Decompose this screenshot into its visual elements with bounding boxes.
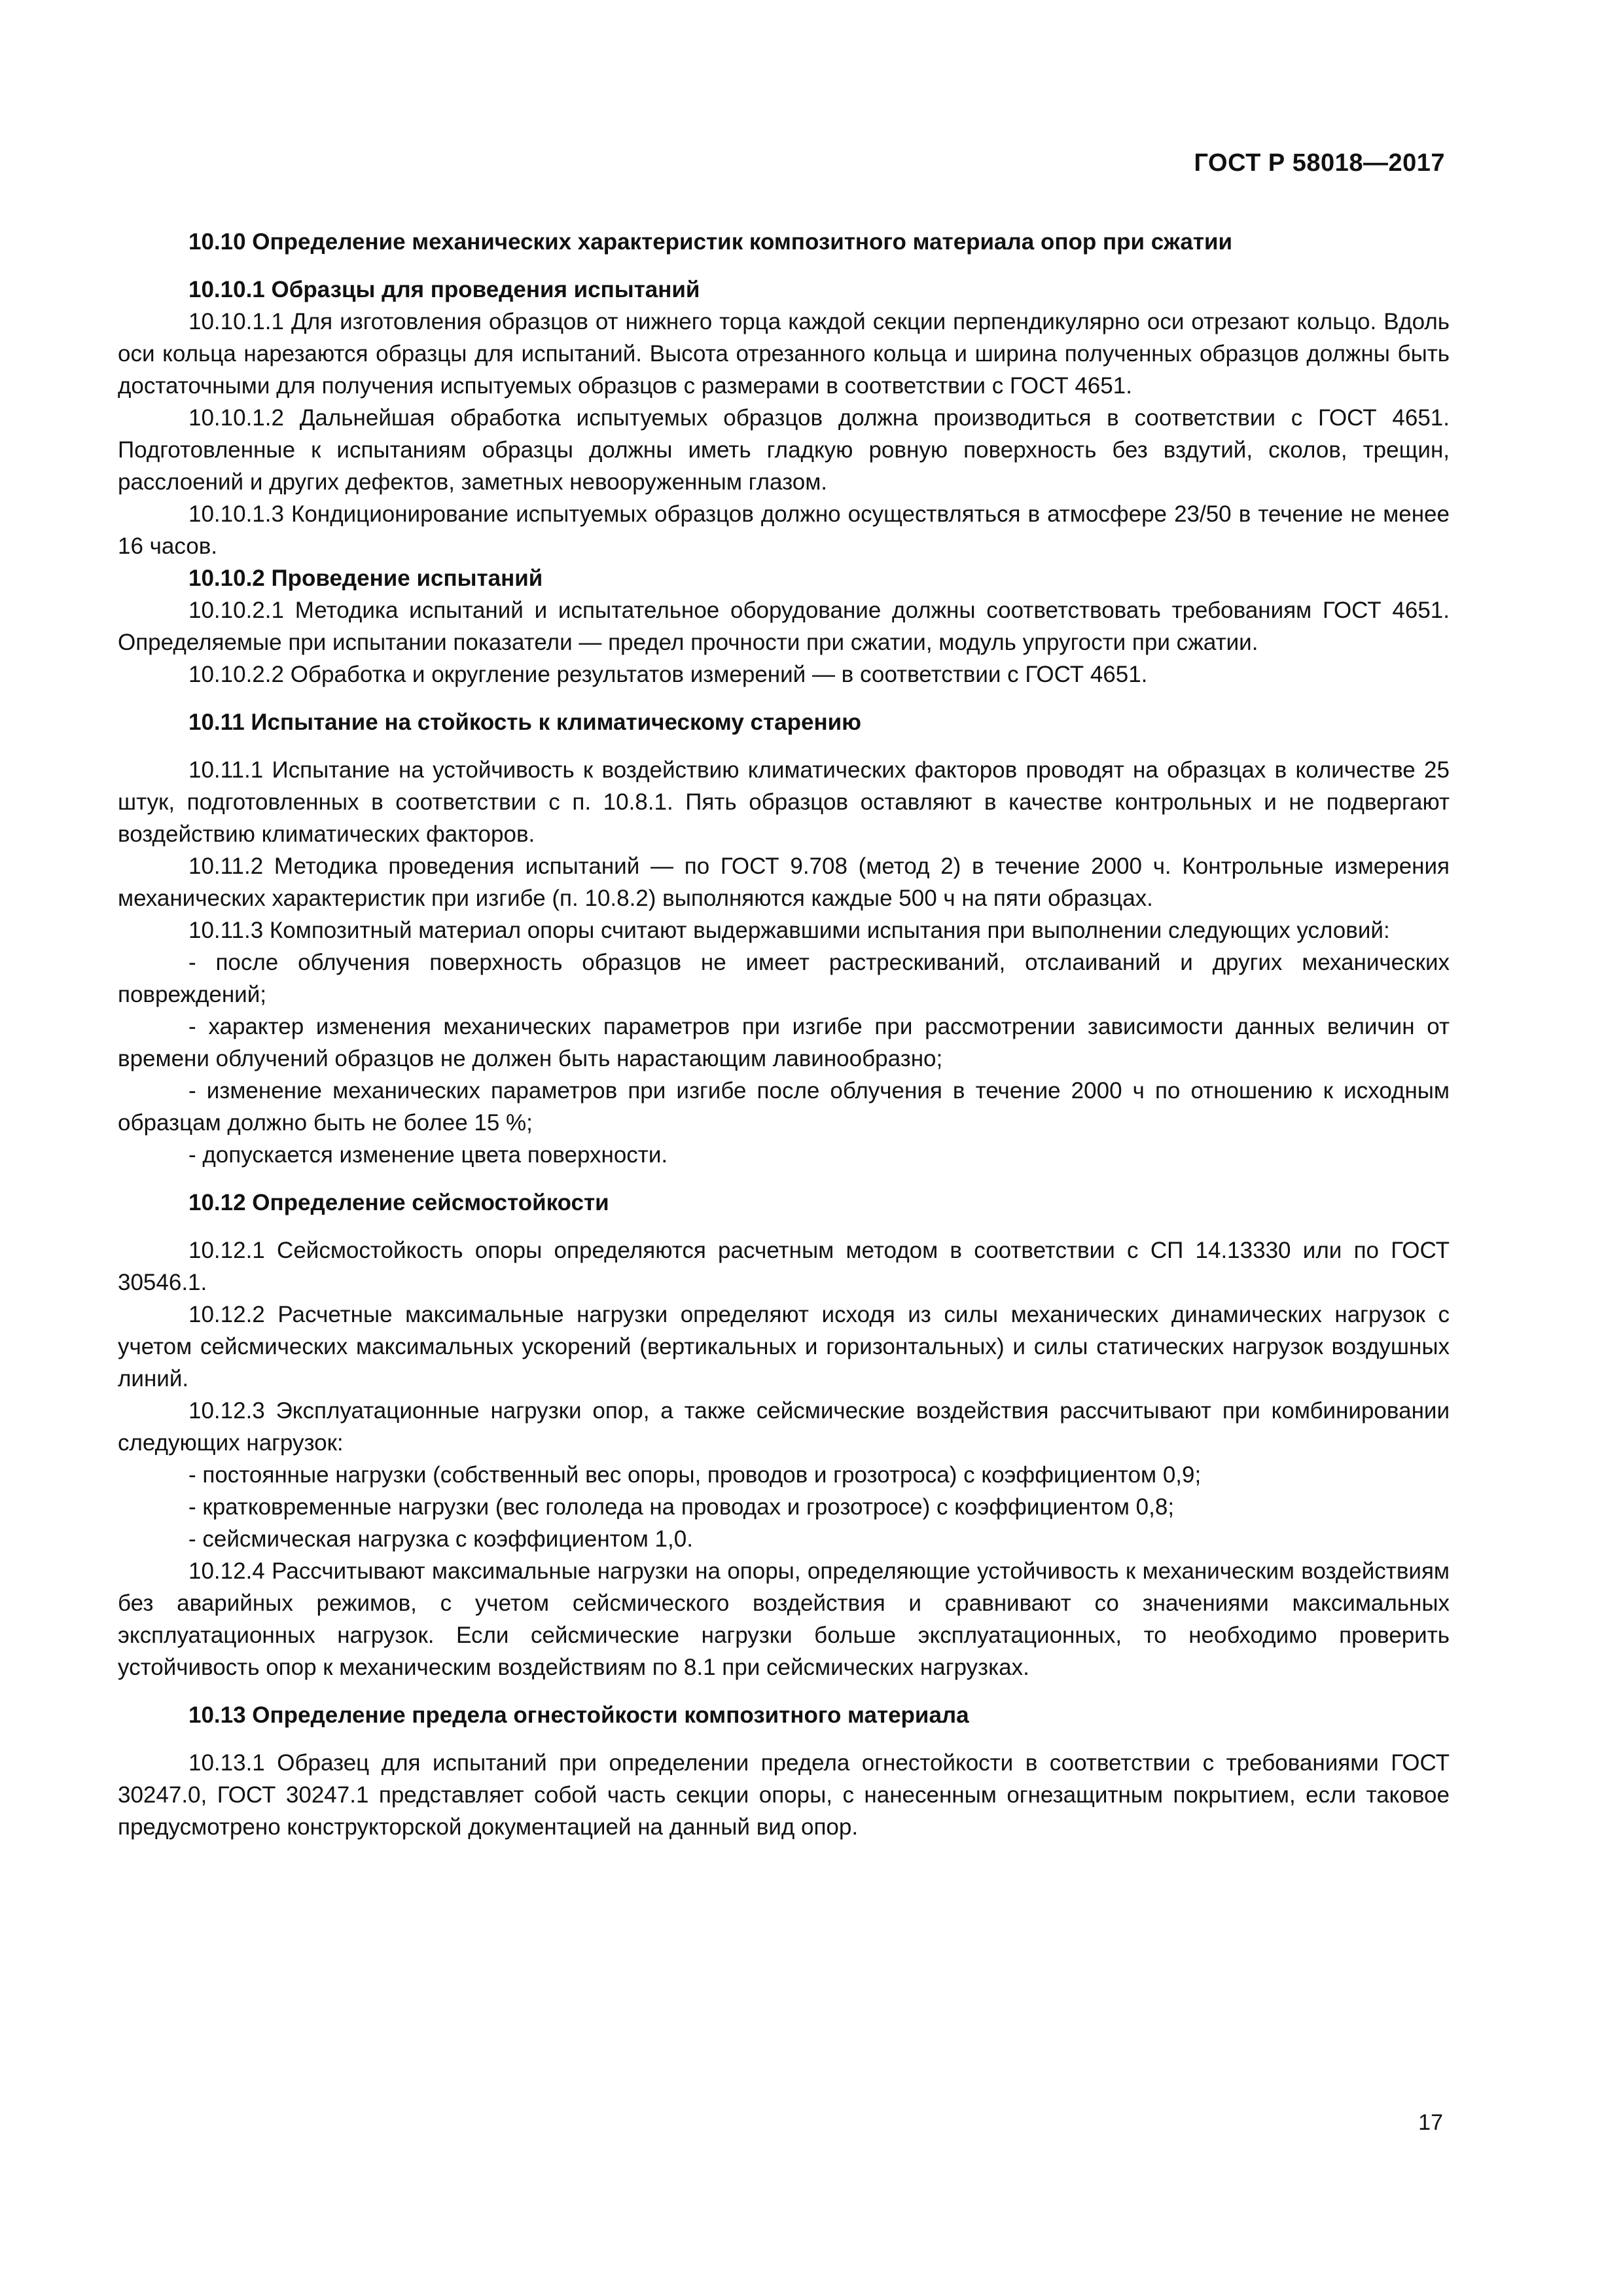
section-heading: 10.10.2 Проведение испытаний xyxy=(188,565,543,591)
section-heading: 10.11 Испытание на стойкость к климатическому старению xyxy=(188,709,862,735)
list-item: - постоянные нагрузки (собственный вес опоры, проводов и грозотроса) с коэффициентом 0,9; xyxy=(188,1462,1202,1488)
list-item: - после облучения поверхность образцов не имеет растрескиваний, отслаиваний и других механических повреждений; xyxy=(118,950,1450,1007)
list-item: - допускается изменение цвета поверхности. xyxy=(188,1142,668,1168)
paragraph: 10.10.2.1 Методика испытаний и испытательное оборудование должны соответствовать требованиям ГОСТ 4651. Определяемые при испытании показатели — предел прочности при сжатии, модуль упругости при сжатии. xyxy=(118,598,1450,655)
paragraph: 10.13.1 Образец для испытаний при определении предела огнестойкости в соответствии с требованиями ГОСТ 30247.0, ГОСТ 30247.1 представляет собой часть секции опоры, с нанесенным огнезащитным покрытием, если таковое предусмотрено конструкторской документацией на данный вид опор. xyxy=(118,1750,1450,1840)
paragraph: 10.10.1.2 Дальнейшая обработка испытуемых образцов должна производиться в соответствии с ГОСТ 4651. Подготовленные к испытаниям образцы должны иметь гладкую ровную поверхность без вздутий, сколов, трещин, расслоений и других дефектов, заметных невооруженным глазом. xyxy=(118,405,1450,495)
section-heading: 10.10 Определение механических характеристик композитного материала опор при сжатии xyxy=(188,229,1233,255)
paragraph: 10.12.3 Эксплуатационные нагрузки опор, а также сейсмические воздействия рассчитывают при комбинировании следующих нагрузок: xyxy=(118,1398,1450,1456)
paragraph: 10.12.1 Сейсмостойкость опоры определяются расчетным методом в соответствии с СП 14.13330 или по ГОСТ 30546.1. xyxy=(118,1238,1450,1295)
paragraph: 10.10.1.1 Для изготовления образцов от нижнего торца каждой секции перпендикулярно оси отрезают кольцо. Вдоль оси кольца нарезаются образцы для испытаний. Высота отрезанного кольца и ширина полученных образцов должны быть достаточными для получения испытуемых образцов с размерами в соответствии с ГОСТ 4651. xyxy=(118,309,1450,399)
section-heading: 10.12 Определение сейсмостойкости xyxy=(188,1190,609,1215)
paragraph: 10.11.2 Методика проведения испытаний — по ГОСТ 9.708 (метод 2) в течение 2000 ч. Контрольные измерения механических характеристик при изгибе (п. 10.8.2) выполняются каждые 500 ч на пяти образцах. xyxy=(118,853,1450,911)
paragraph: 10.11.1 Испытание на устойчивость к воздействию климатических факторов проводят на образцах в количестве 25 штук, подготовленных в соответствии с п. 10.8.1. Пять образцов оставляют в качестве контрольных и не подвергают воздействию климатических факторов. xyxy=(118,757,1450,847)
list-item: - кратковременные нагрузки (вес гололеда на проводах и грозотросе) с коэффициентом 0,8; xyxy=(188,1494,1175,1520)
section-heading: 10.13 Определение предела огнестойкости композитного материала xyxy=(188,1702,969,1728)
paragraph: 10.11.3 Композитный материал опоры считают выдержавшими испытания при выполнении следующих условий: xyxy=(188,918,1390,943)
paragraph: 10.12.2 Расчетные максимальные нагрузки определяют исходя из силы механических динамических нагрузок с учетом сейсмических максимальных ускорений (вертикальных и горизонтальных) и силы статических нагрузок воздушных линий. xyxy=(118,1302,1450,1391)
document-code-header: ГОСТ Р 58018—2017 xyxy=(1194,149,1445,177)
section-heading: 10.10.1 Образцы для проведения испытаний xyxy=(188,277,700,302)
list-item: - сейсмическая нагрузка с коэффициентом 1,0. xyxy=(188,1526,693,1552)
paragraph: 10.12.4 Рассчитывают максимальные нагрузки на опоры, определяющие устойчивость к механическим воздействиям без аварийных режимов, с учетом сейсмического воздействия и сравнивают со значениями максимальных эксплуатационных нагрузок. Если сейсмические нагрузки больше эксплуатационных, то необходимо проверить устойчивость опор к механическим воздействиям по 8.1 при сейсмических нагрузках. xyxy=(118,1558,1450,1680)
page-number: 17 xyxy=(1418,2110,1443,2135)
list-item: - изменение механических параметров при изгибе после облучения в течение 2000 ч по отношению к исходным образцам должно быть не более 15 %; xyxy=(118,1078,1450,1136)
paragraph: 10.10.1.3 Кондиционирование испытуемых образцов должно осуществляться в атмосфере 23/50 в течение не менее 16 часов. xyxy=(118,501,1450,559)
list-item: - характер изменения механических параметров при изгибе при рассмотрении зависимости данных величин от времени облучений образцов не должен быть нарастающим лавинообразно; xyxy=(118,1014,1450,1071)
paragraph: 10.10.2.2 Обработка и округление результатов измерений — в соответствии с ГОСТ 4651. xyxy=(188,662,1148,687)
document-body xyxy=(118,226,1450,1843)
